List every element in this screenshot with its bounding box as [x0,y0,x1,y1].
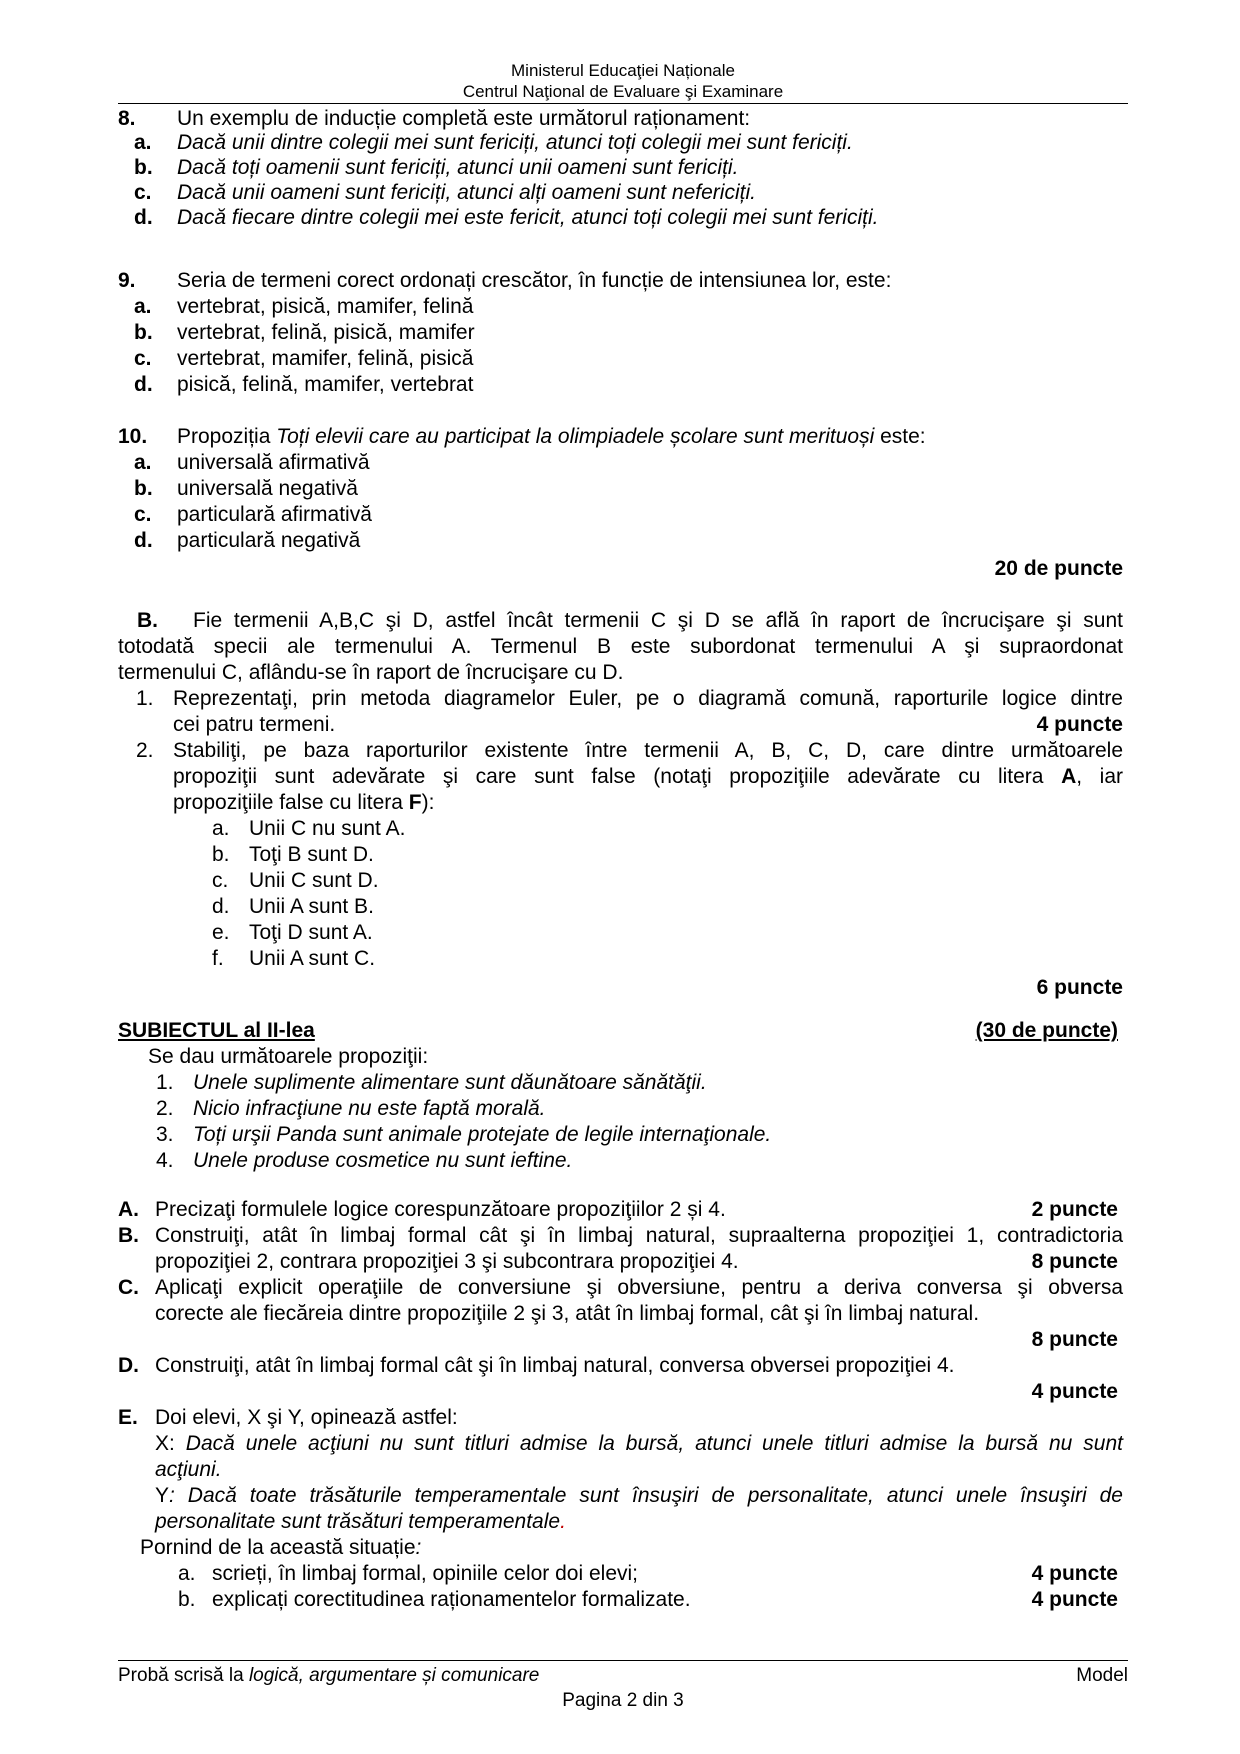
part-intro-line: totodată specii ale termenului A. Termenul B este subordonat termenului A şi supraordonat [118,635,1123,658]
item-letter: b. [178,1588,196,1611]
points-label: 4 puncte [1031,1562,1118,1585]
proposition-text: Nicio infracţiune nu este faptă morală. [193,1097,546,1120]
task-number: 2. [136,739,154,762]
item-letter: e. [212,921,230,944]
item-text: Unii A sunt C. [249,947,376,970]
page-number: Pagina 2 din 3 [562,1690,684,1711]
page-footer [118,1660,1128,1711]
question-text: Un exemplu de inducție completă este următorul raționament: [177,107,751,130]
question-text-end: este: [874,425,926,448]
option-text: Dacă unii oameni sunt fericiți, atunci alți oameni sunt nefericiți. [177,181,756,204]
points-label: 4 puncte [1031,1380,1118,1403]
opinion-text: : Dacă toate trăsăturile temperamentale sunt însuşiri de personalitate, atunci unele însuşiri de [169,1484,1123,1507]
task-text: propoziţiei 2, contrara propoziţiei 3 şi subcontrara propoziţiei 4. [155,1250,739,1273]
item-letter: f. [212,947,224,970]
option-text: vertebrat, pisică, mamifer, felină [177,295,474,318]
task-label: B. [118,1224,139,1247]
item-text: Toţi D sunt A. [249,921,373,944]
task-text: cei patru termeni. [173,713,336,736]
option-text: vertebrat, felină, pisică, mamifer [177,321,475,344]
task-text: Construiţi, atât în limbaj formal cât şi în limbaj natural, supraalterna propoziţiei 1, contradictoria [155,1224,1123,1247]
proposition-number: 4. [156,1149,174,1172]
option-letter: b. [134,156,153,179]
header-center: Centrul Naţional de Evaluare şi Examinare [462,82,784,101]
task-text-part: ): [421,791,435,814]
task-text: Construiţi, atât în limbaj formal cât şi în limbaj natural, conversa obversei propoziţiei 4. [155,1354,955,1377]
option-text: particulară afirmativă [177,503,372,526]
option-letter: c. [134,347,152,370]
opinion-label: X: [155,1432,186,1455]
header-ministry: Ministerul Educaţiei Naționale [511,61,735,80]
question-number: 10. [118,425,148,448]
option-letter: d. [134,206,153,229]
item-text: Unii C sunt D. [249,869,379,892]
points-label: 4 puncte [1036,713,1123,736]
item-text: explicați corectitudinea raționamentelor formalizate. [212,1588,691,1611]
points-label: 8 puncte [1031,1250,1118,1273]
task-text: Precizaţi formulele logice corespunzătoare propoziţiilor 2 și 4. [155,1198,726,1221]
item-text: scrieți, în limbaj formal, opiniile celor doi elevi; [212,1562,638,1585]
option-letter: b. [134,321,153,344]
option-text: Dacă toți oamenii sunt fericiți, atunci unii oameni sunt fericiți. [177,156,739,179]
option-letter: a. [134,131,152,154]
task-text-part: propoziţiile false cu litera [173,791,409,814]
footer-subject: logică, argumentare și comunicare [248,1665,540,1686]
points-label: 4 puncte [1031,1588,1118,1611]
option-letter: d. [134,373,153,396]
task-text-part: Pornind de la această situație [140,1536,416,1559]
part-intro-line: termenului C, aflându-se în raport de încrucişare cu D. [118,661,624,684]
option-text: pisică, felină, mamifer, vertebrat [177,373,474,396]
option-letter: d. [134,529,153,552]
opinion-x [155,1431,1123,1457]
proposition-text: Toți urşii Panda sunt animale protejate de legile internaţionale. [193,1123,772,1146]
item-letter: a. [178,1562,196,1585]
points-label: 8 puncte [1031,1328,1118,1351]
proposition-text: Unele produse cosmetice nu sunt ieftine. [193,1149,573,1172]
task-number: 1. [136,687,154,710]
opinion-period: . [560,1510,566,1533]
footer-exam-prefix: Probă scrisă la [118,1665,249,1686]
page-header [118,60,1128,104]
question-text-proposition: Toți elevii care au participat la olimpiadele școlare sunt merituoși [276,425,875,448]
proposition-number: 3. [156,1123,174,1146]
item-text: Toţi B sunt D. [249,843,374,866]
option-letter: c. [134,181,152,204]
option-letter: a. [134,295,152,318]
task-text: Reprezentaţi, prin metoda diagramelor Euler, pe o diagramă comună, raporturile logice dintre [173,687,1123,710]
option-text: universală afirmativă [177,451,370,474]
item-letter: a. [212,817,230,840]
option-text: Dacă unii dintre colegii mei sunt fericiți, atunci toți colegii mei sunt fericiți. [177,131,853,154]
item-letter: d. [212,895,230,918]
option-letter: b. [134,477,153,500]
proposition-number: 1. [156,1071,174,1094]
task-text-part: propoziţii sunt adevărate şi care sunt false (notaţi propoziţiile adevărate cu litera [173,765,1062,788]
task-label: D. [118,1354,139,1377]
task-text: Aplicaţi explicit operaţiile de conversiune şi obversiune, pentru a deriva conversa şi obversa [155,1276,1123,1299]
item-letter: c. [212,869,229,892]
opinion-label: Y [155,1484,170,1507]
opinion-text-part: personalitate sunt trăsături temperamentale [155,1510,561,1533]
points-label: 6 puncte [1036,976,1123,999]
proposition-text: Unele suplimente alimentare sunt dăunătoare sănătăţii. [193,1071,707,1094]
footer-exam-name [118,1664,539,1687]
subject-title: SUBIECTUL al II-lea [118,1019,315,1042]
question-text [177,424,926,450]
option-text: Dacă fiecare dintre colegii mei este fericit, atunci toți colegii mei sunt fericiți. [177,206,879,229]
footer-model: Model [1076,1665,1128,1686]
question-text-start: Propoziția [177,425,277,448]
task-text: corecte ale fiecăreia dintre propoziţiile 2 şi 3, atât în limbaj formal, cât şi în limbaj natural. [155,1302,980,1325]
subject-intro: Se dau următoarele propoziţii: [148,1045,429,1068]
question-number: 8. [118,107,136,130]
true-letter: A [1061,765,1077,788]
option-text: vertebrat, mamifer, felină, pisică [177,347,474,370]
option-letter: c. [134,503,152,526]
question-number: 9. [118,269,136,292]
opinion-text: Dacă unele acţiuni nu sunt titluri admise la bursă, atunci unele titluri admise la bursă nu sunt [185,1432,1123,1455]
task-text-colon: : [415,1536,422,1559]
task-text [173,764,1123,790]
task-text: Stabiliţi, pe baza raporturilor existente între termenii A, B, C, D, care dintre următoarele [173,739,1123,762]
opinion-text [155,1509,566,1535]
task-label: C. [118,1276,139,1299]
item-text: Unii A sunt B. [249,895,374,918]
task-text-part: , iar [1076,765,1123,788]
task-text: Doi elevi, X şi Y, opinează astfel: [155,1406,458,1429]
option-letter: a. [134,451,152,474]
false-letter: F [408,791,422,814]
task-label: E. [118,1406,138,1429]
part-intro-line: Fie termenii A,B,C şi D, astfel încât termenii C şi D se află în raport de încrucişare şi sunt [193,609,1123,632]
task-text [140,1535,421,1561]
subject-points: (30 de puncte) [975,1019,1118,1042]
points-label: 2 puncte [1031,1198,1118,1221]
item-letter: b. [212,843,230,866]
opinion-text: acţiuni. [155,1458,222,1481]
task-text [173,790,434,816]
opinion-y [155,1483,1123,1509]
option-text: particulară negativă [177,529,361,552]
task-label: A. [118,1198,139,1221]
item-text: Unii C nu sunt A. [249,817,406,840]
option-text: universală negativă [177,477,358,500]
points-label: 20 de puncte [994,557,1123,580]
proposition-number: 2. [156,1097,174,1120]
part-label: B. [137,609,158,632]
question-text: Seria de termeni corect ordonați crescător, în funcție de intensiunea lor, este: [177,269,892,292]
